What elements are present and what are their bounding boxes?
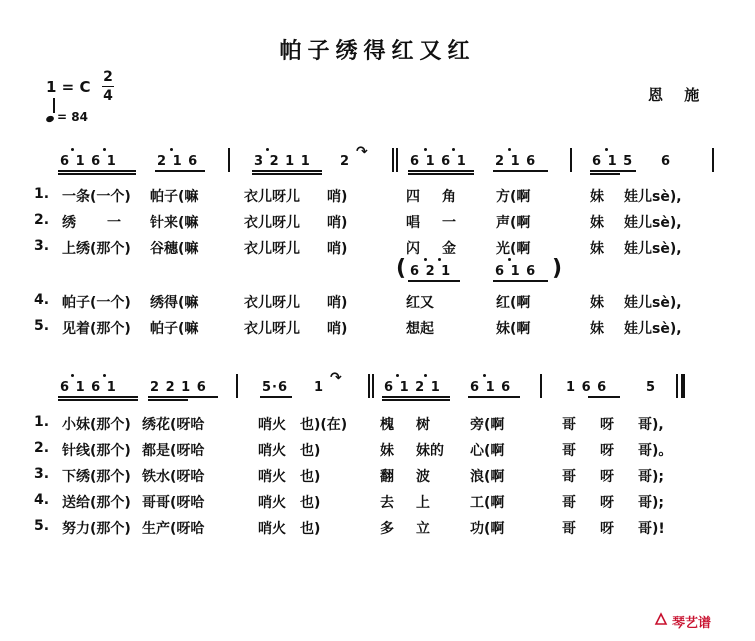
watermark: 琴艺谱 (672, 616, 712, 631)
lyric: 帕子(一个) (62, 295, 131, 311)
lyric: 一 (107, 215, 121, 231)
melody-cell: 5·6 (262, 380, 289, 395)
barline (392, 148, 394, 172)
lyric: 都是(呀哈 (142, 443, 205, 459)
lyric: 送给(那个) (62, 495, 131, 511)
lyric: 妹(啊 (496, 321, 531, 337)
lyric: 也) (300, 495, 321, 511)
melody-cell: 2 (340, 154, 351, 169)
origin-label: 恩 施 (648, 86, 708, 104)
lyric: 娃儿sè), (624, 189, 682, 205)
lyric: 也) (300, 469, 321, 485)
lyric: 工(啊 (470, 495, 505, 511)
lyric: 妹 (380, 443, 394, 459)
note-head-icon (45, 115, 55, 123)
melody-cell: 6 1 6 1 (60, 380, 117, 395)
lyric: 哥 (562, 495, 576, 511)
lyric: 旁(啊 (470, 417, 505, 433)
watermark-logo-icon (654, 612, 668, 626)
lyric: 哨火 (258, 521, 286, 537)
lyric: 见着(那个) (62, 321, 131, 337)
melody-cell: 6 (661, 154, 672, 169)
lyric: 哨) (327, 215, 348, 231)
lyric: 一 (442, 215, 456, 231)
lyric: 四 (406, 189, 420, 205)
lyric: 功(啊 (470, 521, 505, 537)
alt-melody-cell: 6 2 1 (410, 264, 452, 279)
melody-cell: 2 1 6 (157, 154, 199, 169)
key-signature: 1 = C (46, 78, 91, 96)
lyric: 波 (416, 469, 430, 485)
lyric: 衣儿呀儿 (244, 295, 300, 311)
lyric: 树 (416, 417, 430, 433)
melody-cell: 2 1 6 (495, 154, 537, 169)
lyric: 娃儿sè), (624, 321, 682, 337)
lyric: 帕子(嘛 (150, 189, 199, 205)
lyric: 哥); (638, 495, 664, 511)
lyric: 衣儿呀儿 (244, 241, 300, 257)
barline (236, 374, 238, 398)
tempo-marking (46, 110, 88, 124)
lyric: 衣儿呀儿 (244, 215, 300, 231)
lyric: 心(啊 (470, 443, 505, 459)
verse-number: 1. (34, 414, 50, 430)
time-sig-bottom: 4 (103, 88, 113, 104)
lyric: 努力(那个) (62, 521, 131, 537)
lyric: 立 (416, 521, 430, 537)
lyric: 哥 (562, 469, 576, 485)
lyric: 声(啊 (496, 215, 531, 231)
lyric: 帕子(嘛 (150, 321, 199, 337)
lyric: 铁水(呀哈 (142, 469, 205, 485)
lyric: 红(啊 (496, 295, 531, 311)
verse-number: 5. (34, 518, 50, 534)
breath-mark-icon: ↷ (356, 144, 368, 160)
verse-number: 4. (34, 492, 50, 508)
melody-cell: 1 6 6 (566, 380, 608, 395)
lyric: 哥哥(呀哈 (142, 495, 205, 511)
lyric: 娃儿sè), (624, 295, 682, 311)
lyric: 妹 (590, 295, 604, 311)
lyric: 衣儿呀儿 (244, 321, 300, 337)
lyric: 闪 (406, 241, 420, 257)
lyric: 哥 (562, 417, 576, 433)
alt-close-paren: ) (552, 256, 563, 281)
melody-cell: 1 (314, 380, 325, 395)
barline (712, 148, 714, 172)
melody-cell: 5 (646, 380, 657, 395)
lyric: 呀 (600, 443, 614, 459)
lyric: 妹 (590, 215, 604, 231)
lyric: 针来(嘛 (150, 215, 199, 231)
verse-number: 5. (34, 318, 50, 334)
verse-number: 3. (34, 238, 50, 254)
lyric: 槐 (380, 417, 394, 433)
lyric: 哨火 (258, 495, 286, 511)
time-signature (100, 68, 116, 105)
verse-number: 2. (34, 440, 50, 456)
breath-mark-icon: ↷ (330, 370, 342, 386)
lyric: 衣儿呀儿 (244, 189, 300, 205)
lyric: 娃儿sè), (624, 241, 682, 257)
barline (570, 148, 572, 172)
lyric: 上绣(那个) (62, 241, 131, 257)
lyric: 妹的 (416, 443, 444, 459)
lyric: 哥)。 (638, 443, 673, 459)
alt-melody-cell: 6 1 6 (495, 264, 537, 279)
barline (372, 374, 374, 398)
lyric: 一条(一个) (62, 189, 131, 205)
verse-number: 1. (34, 186, 50, 202)
lyric: 多 (380, 521, 394, 537)
lyric: 哨) (327, 295, 348, 311)
verse-number: 3. (34, 466, 50, 482)
lyric: 绣 (62, 215, 76, 231)
lyric: 金 (442, 241, 456, 257)
tempo-value: = 84 (57, 110, 88, 124)
lyric: 去 (380, 495, 394, 511)
lyric: 也) (300, 521, 321, 537)
lyric: 绣花(呀哈 (142, 417, 205, 433)
lyric: 呀 (600, 417, 614, 433)
melody-cell: 6 1 5 (592, 154, 634, 169)
final-barline-thick (681, 374, 685, 398)
melody-cell: 6 1 6 1 (410, 154, 467, 169)
lyric: 哥), (638, 417, 664, 433)
alt-open-paren: ( (396, 256, 407, 281)
lyric: 哥 (562, 521, 576, 537)
lyric: 哥 (562, 443, 576, 459)
lyric: 呀 (600, 469, 614, 485)
lyric: 光(啊 (496, 241, 531, 257)
melody-cell: 3 2 1 1 (254, 154, 311, 169)
lyric: 方(啊 (496, 189, 531, 205)
lyric: 也)(在) (300, 417, 348, 433)
lyric: 想起 (406, 321, 434, 337)
verse-number: 2. (34, 212, 50, 228)
melody-cell: 2 2 1 6 (150, 380, 207, 395)
lyric: 唱 (406, 215, 420, 231)
lyric: 谷穗(嘛 (150, 241, 199, 257)
lyric: 哥)! (638, 521, 665, 537)
lyric: 小妹(那个) (62, 417, 131, 433)
melody-cell: 6 1 2 1 (384, 380, 441, 395)
lyric: 哥); (638, 469, 664, 485)
lyric: 呀 (600, 521, 614, 537)
lyric: 哨) (327, 321, 348, 337)
lyric: 哨火 (258, 443, 286, 459)
lyric: 哨) (327, 189, 348, 205)
lyric: 娃儿sè), (624, 215, 682, 231)
lyric: 红又 (406, 295, 434, 311)
lyric: 浪(啊 (470, 469, 505, 485)
lyric: 下绣(那个) (62, 469, 131, 485)
lyric: 哨火 (258, 469, 286, 485)
lyric: 妹 (590, 241, 604, 257)
barline (368, 374, 370, 398)
lyric: 上 (416, 495, 430, 511)
verse-number: 4. (34, 292, 50, 308)
song-title: 帕子绣得红又红 (279, 39, 476, 64)
barline (396, 148, 398, 172)
lyric: 生产(呀哈 (142, 521, 205, 537)
lyric: 也) (300, 443, 321, 459)
lyric: 针线(那个) (62, 443, 131, 459)
melody-cell: 6 1 6 1 (60, 154, 117, 169)
barline (540, 374, 542, 398)
lyric: 妹 (590, 189, 604, 205)
lyric: 呀 (600, 495, 614, 511)
barline (228, 148, 230, 172)
time-sig-top: 2 (103, 69, 113, 85)
lyric: 哨) (327, 241, 348, 257)
lyric: 翻 (380, 469, 394, 485)
lyric: 哨火 (258, 417, 286, 433)
lyric: 妹 (590, 321, 604, 337)
melody-cell: 6 1 6 (470, 380, 512, 395)
lyric: 角 (442, 189, 456, 205)
final-barline-thin (676, 374, 678, 398)
lyric: 绣得(嘛 (150, 295, 199, 311)
